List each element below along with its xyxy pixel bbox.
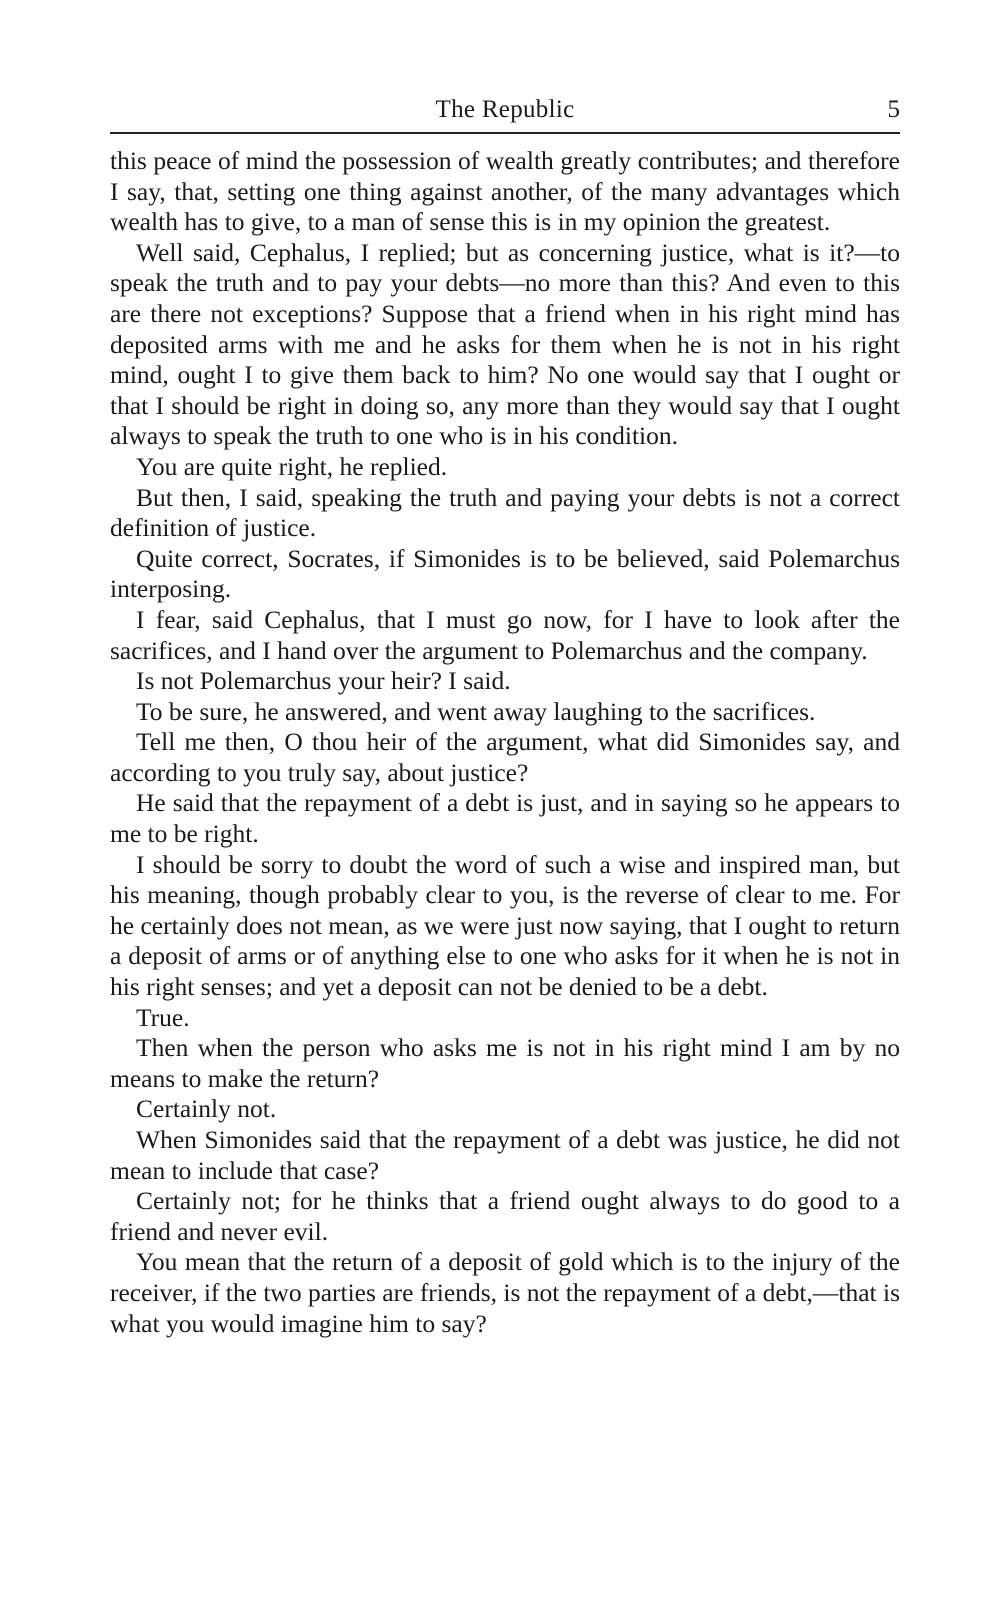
running-header [110, 92, 900, 134]
paragraph: To be sure, he answered, and went away laughing to the sacrifices. [136, 696, 816, 726]
paragraph: I should be sorry to doubt the word of such a wise and inspired man, but his meaning, though probably clear to you, is the reverse of clear to me. For he certainly does not mean, as we were just now saying, that I ought to return a deposit of arms or of anything else to one who asks for it when he is not in his right senses; and yet a deposit can not be denied to be a debt. [110, 849, 900, 1002]
paragraph: He said that the repayment of a debt is just, and in saying so he appears to me to be right. [110, 788, 900, 849]
paragraph: You are quite right, he replied. [136, 451, 448, 481]
paragraph: Tell me then, O thou heir of the argument, what did Simonides say, and according to you truly say, about justice? [110, 727, 900, 787]
body-text [110, 146, 900, 1339]
paragraph: Quite correct, Socrates, if Simonides is to be believed, said Polemarchus interposing. [110, 543, 900, 604]
paragraph-continued: this peace of mind the possession of wealth greatly contributes; and therefore I say, that, setting one thing against another, of the many advantages which wealth has to give, to a man of sense this is in my opinion the greatest. [110, 146, 900, 237]
paragraph: Well said, Cephalus, I replied; but as concerning justice, what is it?—to speak the truth and to pay your debts—no more than this? And even to this are there not exceptions? Suppose that a friend when in his right mind has deposited arms with me and he asks for them when he is not in his right mind, ought I to give them back to him? No one would say that I ought or that I should be right in doing so, any more than they would say that I ought always to speak the truth to one who is in his condition. [110, 237, 900, 451]
book-page [110, 92, 900, 1339]
paragraph: True. [136, 1002, 190, 1032]
paragraph: You mean that the return of a deposit of gold which is to the injury of the receiver, if the two parties are friends, is not the repayment of a debt,—that is what you would imagine him to say? [110, 1247, 900, 1338]
paragraph: I fear, said Cephalus, that I must go now, for I have to look after the sacrifices, and I hand over the argument to Polemarchus and the company. [110, 604, 900, 665]
paragraph: When Simonides said that the repayment of a debt was justice, he did not mean to include that case? [110, 1125, 900, 1185]
paragraph: Is not Polemarchus your heir? I said. [136, 666, 511, 696]
paragraph: Then when the person who asks me is not in his right mind I am by no means to make the return? [110, 1033, 900, 1093]
running-title: The Republic [435, 96, 575, 123]
paragraph: Certainly not; for he thinks that a friend ought always to do good to a friend and never evil. [110, 1186, 900, 1246]
paragraph: But then, I said, speaking the truth and paying your debts is not a correct definition of justice. [110, 482, 900, 543]
paragraph: Certainly not. [136, 1094, 277, 1124]
page-number: 5 [887, 96, 900, 123]
